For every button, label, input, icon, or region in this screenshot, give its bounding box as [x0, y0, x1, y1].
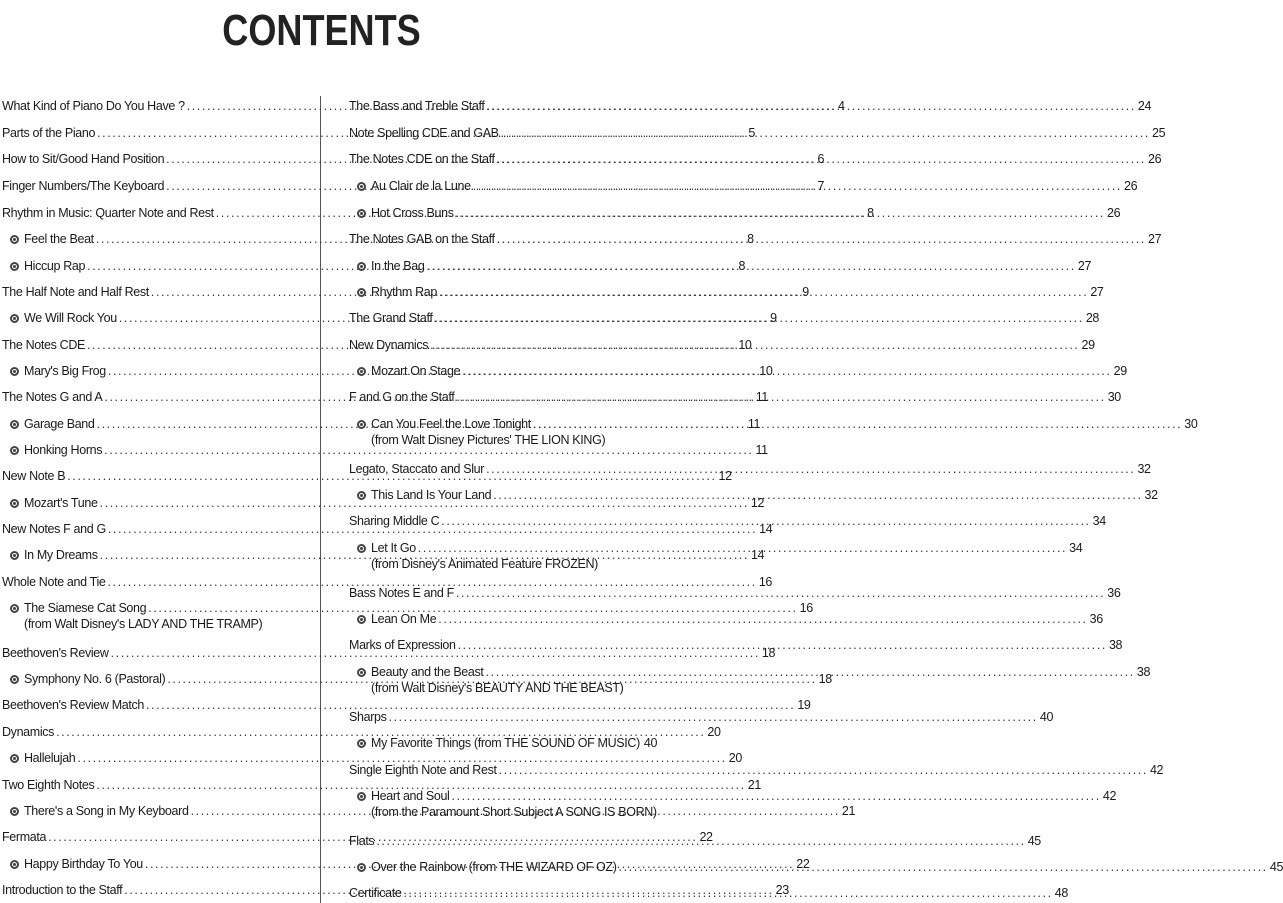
toc-entry-title: The Notes CDE on the Staff [349, 152, 495, 166]
dot-leader [619, 859, 1268, 875]
audio-track-icon [10, 367, 19, 376]
toc-lesson-entry[interactable] [349, 762, 1164, 778]
audio-track-icon [10, 551, 19, 560]
toc-entry-title: Dynamics [2, 725, 55, 739]
toc-page-number: 10 [738, 338, 752, 352]
toc-entry-title: Bass Notes E and F [349, 586, 454, 600]
toc-entry-title: Rhythm Rap [371, 285, 437, 299]
toc-page-number: 27 [1090, 285, 1104, 299]
toc-entry-source-note: (from Walt Disney's LADY AND THE TRAMP) [24, 617, 263, 631]
toc-page-number: 10 [759, 364, 773, 378]
toc-page-number: 11 [755, 390, 768, 404]
toc-page-number: 26 [1147, 152, 1162, 166]
toc-entry-title: Let It Go [371, 541, 416, 555]
toc-entry-title: This Land Is Your Land [371, 488, 492, 502]
dot-leader [499, 762, 1148, 778]
toc-entry-title: The Notes G and A [2, 390, 103, 404]
toc-entry-title: How to Sit/Good Hand Position [2, 152, 165, 166]
toc-page-number: 40 [643, 736, 658, 750]
toc-entry-title: Over the Rainbow (from THE WIZARD OF OZ) [371, 860, 617, 874]
dot-leader [456, 389, 1105, 405]
toc-lesson-entry[interactable] [349, 709, 1054, 725]
toc-page-number: 18 [761, 646, 776, 660]
audio-track-icon [357, 209, 366, 218]
toc-entry-title: New Note B [2, 469, 66, 483]
audio-track-icon [10, 235, 19, 244]
dot-leader [487, 98, 1136, 114]
toc-entry-title: My Favorite Things (from THE SOUND OF MUSIC) [371, 736, 640, 750]
toc-page-number: 28 [1085, 311, 1100, 325]
toc-song-entry[interactable] [10, 442, 768, 458]
dot-leader [493, 487, 1142, 503]
toc-entry-title: The Notes CDE [2, 338, 85, 352]
toc-entry-title: Beauty and the Beast [371, 665, 484, 679]
toc-entry-title: Sharps [349, 710, 387, 724]
toc-page-number: 14 [759, 522, 773, 536]
toc-entry-source-note: (from Walt Disney's BEAUTY AND THE BEAST) [371, 681, 624, 695]
toc-entry-title: Lean On Me [371, 612, 437, 626]
toc-song-entry[interactable] [357, 611, 1103, 627]
toc-page-number: 38 [1108, 638, 1123, 652]
audio-track-icon [10, 807, 19, 816]
toc-page-number: 5 [748, 126, 756, 140]
audio-track-icon [357, 739, 366, 748]
toc-lesson-entry[interactable] [349, 585, 1121, 601]
dot-leader [473, 178, 1122, 194]
dot-leader [434, 310, 1083, 326]
dot-leader [533, 416, 1182, 432]
dot-leader [452, 788, 1101, 804]
toc-page-number: 27 [1077, 259, 1092, 273]
toc-page-number: 12 [750, 496, 765, 510]
audio-track-icon [10, 604, 19, 613]
toc-entry-title: Beethoven's Review [2, 646, 109, 660]
toc-lesson-entry[interactable] [2, 724, 721, 740]
toc-entry-source-note: (from Disney's Animated Feature FROZEN) [371, 557, 598, 571]
toc-page-number: 30 [1184, 417, 1198, 431]
toc-entry-title: Garage Band [24, 417, 95, 431]
toc-page-number: 4 [838, 99, 845, 113]
toc-entry-source-note: (from the Paramount Short Subject A SONG IS BORN) [371, 805, 657, 819]
toc-entry-title: Happy Birthday To You [24, 857, 143, 871]
toc-entry-title: The Half Note and Half Rest [2, 285, 149, 299]
toc-entry-title: Legato, Staccato and Slur [349, 462, 485, 476]
toc-page-number: 16 [799, 601, 813, 615]
toc-entry-title: The Bass and Treble Staff [349, 99, 485, 113]
toc-page-number: 36 [1089, 612, 1103, 626]
toc-page-number: 40 [1039, 710, 1054, 724]
dot-leader [439, 284, 1088, 300]
toc-page-number: 11 [747, 417, 761, 431]
toc-page-number: 27 [1147, 232, 1162, 246]
audio-track-icon [357, 367, 366, 376]
toc-entry-title: What Kind of Piano Do You Have ? [2, 99, 185, 113]
dot-leader [403, 885, 1052, 901]
toc-page-number: 26 [1106, 206, 1121, 220]
toc-page-number: 34 [1069, 541, 1083, 555]
toc-entry-title: Feel the Beat [24, 232, 94, 246]
toc-entry-title: New Notes F and G [2, 522, 106, 536]
toc-page-number: 36 [1107, 586, 1121, 600]
dot-leader [486, 461, 1135, 477]
toc-page-number: 20 [707, 725, 721, 739]
toc-entry-title: Au Clair de la Lune [371, 179, 471, 193]
toc-entry-title: The Siamese Cat Song [24, 601, 147, 615]
toc-entry-source-note: (from Walt Disney Pictures' THE LION KING) [371, 433, 606, 447]
toc-entry-title: The Notes GAB on the Staff [349, 232, 495, 246]
toc-entry-title: There's a Song in My Keyboard [24, 804, 189, 818]
dot-leader [389, 709, 1038, 725]
audio-track-icon [357, 668, 366, 677]
audio-track-icon [357, 491, 366, 500]
toc-entry-title: Heart and Soul [371, 789, 450, 803]
toc-page-number: 20 [728, 751, 742, 765]
toc-page-number: 11 [755, 443, 768, 457]
toc-entry-title: Hot Cross Buns [371, 206, 454, 220]
toc-page-number: 16 [758, 575, 773, 589]
toc-song-entry[interactable] [357, 178, 1138, 194]
dot-leader [462, 363, 1111, 379]
toc-lesson-entry[interactable] [349, 310, 1100, 326]
toc-lesson-entry[interactable] [2, 697, 811, 713]
toc-song-entry[interactable] [357, 284, 1104, 300]
toc-entry-title: Rhythm in Music: Quarter Note and Rest [2, 206, 214, 220]
dot-leader [438, 611, 1087, 627]
toc-entry-title: Beethoven's Review Match [2, 698, 144, 712]
toc-entry-title: Note Spelling CDE and GAB [349, 126, 499, 140]
audio-track-icon [10, 860, 19, 869]
toc-entry-title: In the Bag [371, 259, 425, 273]
dot-leader [497, 151, 1146, 167]
toc-entry-title: Hallelujah [24, 751, 76, 765]
toc-page-number: 14 [750, 548, 765, 562]
toc-entry-title: F and G on the Staff [349, 390, 455, 404]
toc-entry-title: Mozart On Stage [371, 364, 461, 378]
toc-entry-title: Flats [349, 834, 375, 848]
toc-entry-title: Marks of Expression [349, 638, 456, 652]
toc-page-number: 12 [718, 469, 732, 483]
toc-entry-title: Certificate [349, 886, 402, 900]
toc-page-number: 7 [817, 179, 825, 193]
toc-entry-title: Symphony No. 6 (Pastoral) [24, 672, 166, 686]
dot-leader [458, 637, 1107, 653]
toc-lesson-entry[interactable] [349, 98, 1152, 114]
toc-entry-title: Parts of the Piano [2, 126, 96, 140]
toc-entry-title: In My Dreams [24, 548, 98, 562]
toc-page-number: 9 [770, 311, 777, 325]
audio-track-icon [10, 420, 19, 429]
toc-lesson-entry[interactable] [349, 151, 1162, 167]
toc-entry-title: New Dynamics [349, 338, 429, 352]
toc-page-number: 26 [1124, 179, 1138, 193]
toc-song-entry[interactable] [10, 750, 742, 766]
toc-entry-title: Honking Horns [24, 443, 103, 457]
toc-page-number: 8 [747, 232, 754, 246]
page-title: CONTENTS [222, 6, 421, 55]
audio-track-icon [357, 792, 366, 801]
toc-lesson-entry[interactable] [2, 777, 761, 793]
dot-leader [418, 540, 1067, 556]
toc-page-number: 21 [747, 778, 761, 792]
toc-page-number: 32 [1144, 488, 1158, 502]
toc-page-number: 23 [775, 883, 789, 897]
audio-track-icon [10, 446, 19, 455]
toc-page-number: 42 [1102, 789, 1117, 803]
toc-entry-title: Single Eighth Note and Rest [349, 763, 497, 777]
audio-track-icon [357, 288, 366, 297]
toc-page-number: 29 [1081, 338, 1095, 352]
toc-page-number: 45 [1027, 834, 1041, 848]
audio-track-icon [357, 615, 366, 624]
audio-track-icon [357, 544, 366, 553]
audio-track-icon [357, 182, 366, 191]
toc-page-number: 19 [797, 698, 811, 712]
audio-track-icon [10, 675, 19, 684]
audio-track-icon [357, 863, 366, 872]
dot-leader [441, 513, 1090, 529]
toc-page-number: 38 [1136, 665, 1151, 679]
toc-page-number: 22 [699, 830, 713, 844]
toc-page-number: 25 [1152, 126, 1166, 140]
toc-song-entry[interactable] [357, 258, 1092, 274]
toc-entry-title: Sharing Middle C [349, 514, 440, 528]
toc-entry-title: We Will Rock You [24, 311, 117, 325]
toc-page-number: 24 [1137, 99, 1152, 113]
toc-page-number: 32 [1137, 462, 1151, 476]
dot-leader [456, 585, 1105, 601]
dot-leader [376, 833, 1025, 849]
toc-page-number: 6 [817, 152, 825, 166]
toc-page-number: 8 [867, 206, 874, 220]
toc-entry-title: Fermata [2, 830, 47, 844]
dot-leader [486, 664, 1135, 680]
toc-entry-title: Mozart's Tune [24, 496, 98, 510]
toc-page-number: 45 [1269, 860, 1283, 874]
toc-lesson-entry[interactable] [349, 125, 1166, 141]
dot-leader [427, 258, 1076, 274]
toc-entry-title: Finger Numbers/The Keyboard [2, 179, 165, 193]
audio-track-icon [10, 754, 19, 763]
toc-lesson-entry[interactable] [2, 574, 773, 590]
toc-entry-title: Two Eighth Notes [2, 778, 95, 792]
toc-entry-title: Whole Note and Tie [2, 575, 106, 589]
toc-page-number: 34 [1092, 514, 1106, 528]
toc-entry-title: Hiccup Rap [24, 259, 86, 273]
toc-page-number: 18 [818, 672, 832, 686]
toc-page-number: 8 [738, 259, 746, 273]
dot-leader [497, 231, 1146, 247]
toc-song-entry[interactable] [357, 205, 1121, 221]
toc-page-number: 21 [841, 804, 856, 818]
toc-entry-title: Mary's Big Frog [24, 364, 106, 378]
toc-page-number: 42 [1149, 763, 1164, 777]
toc-lesson-entry[interactable] [349, 231, 1162, 247]
audio-track-icon [357, 262, 366, 271]
toc-page-number: 30 [1107, 390, 1121, 404]
audio-track-icon [10, 499, 19, 508]
toc-page-number: 48 [1054, 886, 1068, 900]
audio-track-icon [10, 314, 19, 323]
toc-page-number: 9 [802, 285, 809, 299]
toc-entry-title: Introduction to the Staff [2, 883, 123, 897]
toc-song-entry[interactable] [357, 735, 658, 751]
dot-leader [456, 205, 1105, 221]
toc-entry-title: Can You Feel the Love Tonight [371, 417, 531, 431]
dot-leader [501, 125, 1150, 141]
toc-page-number: 22 [796, 857, 810, 871]
toc-entry-title: The Grand Staff [349, 311, 433, 325]
audio-track-icon [10, 262, 19, 271]
audio-track-icon [357, 420, 366, 429]
dot-leader [430, 337, 1079, 353]
toc-page-number: 29 [1113, 364, 1127, 378]
